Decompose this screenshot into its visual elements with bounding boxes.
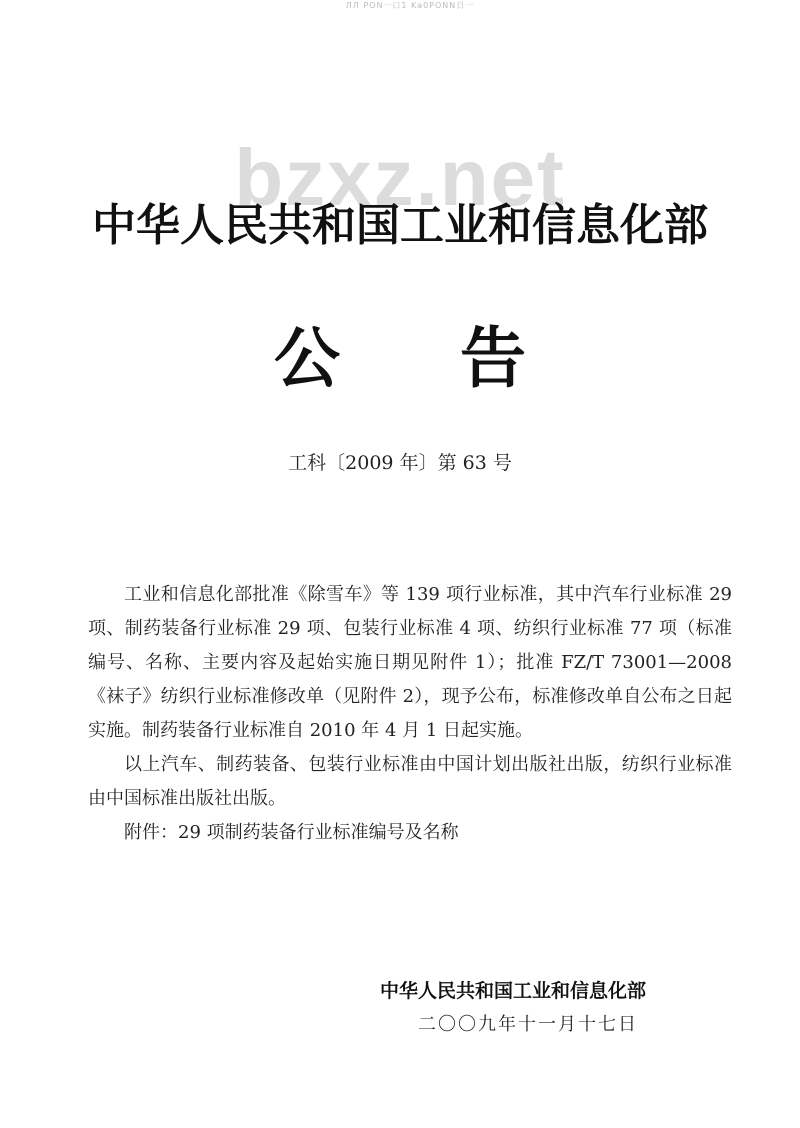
notice-title-second-char: 告: [460, 319, 526, 397]
body-paragraph-1: 工业和信息化部批准《除雪车》等 139 项行业标准，其中汽车行业标准 29 项、制药装备行业标准 29 项、包装行业标准 4 项、纺织行业标准 77 项（标准编号、名称、主要内容及起始实施日期见附件 1）；批准 FZ/T 73001—2008《袜子》纺织行业标准修改单（见附件 2），现予公布，标准修改单自公布之日起实施。制药装备行业标准自 2010 年 4 月 1 日起实施。: [88, 584, 732, 741]
issue-date: 二〇〇九年十一月十七日: [418, 1014, 638, 1035]
signature-issuer: 中华人民共和国工业和信息化部: [380, 980, 647, 1002]
notice-title: [0, 318, 800, 398]
body-paragraph-2: 以上汽车、制药装备、包装行业标准由中国计划出版社出版，纺织行业标准由中国标准出版社出版。: [88, 754, 732, 809]
issuer-title: 中华人民共和国工业和信息化部: [92, 200, 708, 251]
page-header-strip: ЛЛ PON一口1 Ka0PONN日一: [345, 1, 475, 10]
notice-body: [88, 578, 732, 850]
attachment-line: 附件：29 项制药装备行业标准编号及名称: [124, 822, 459, 843]
watermark: bzxz.net: [234, 133, 566, 222]
notice-title-first-char: 公: [274, 319, 340, 397]
document-number: 工科〔2009 年〕第 63 号: [288, 452, 512, 474]
